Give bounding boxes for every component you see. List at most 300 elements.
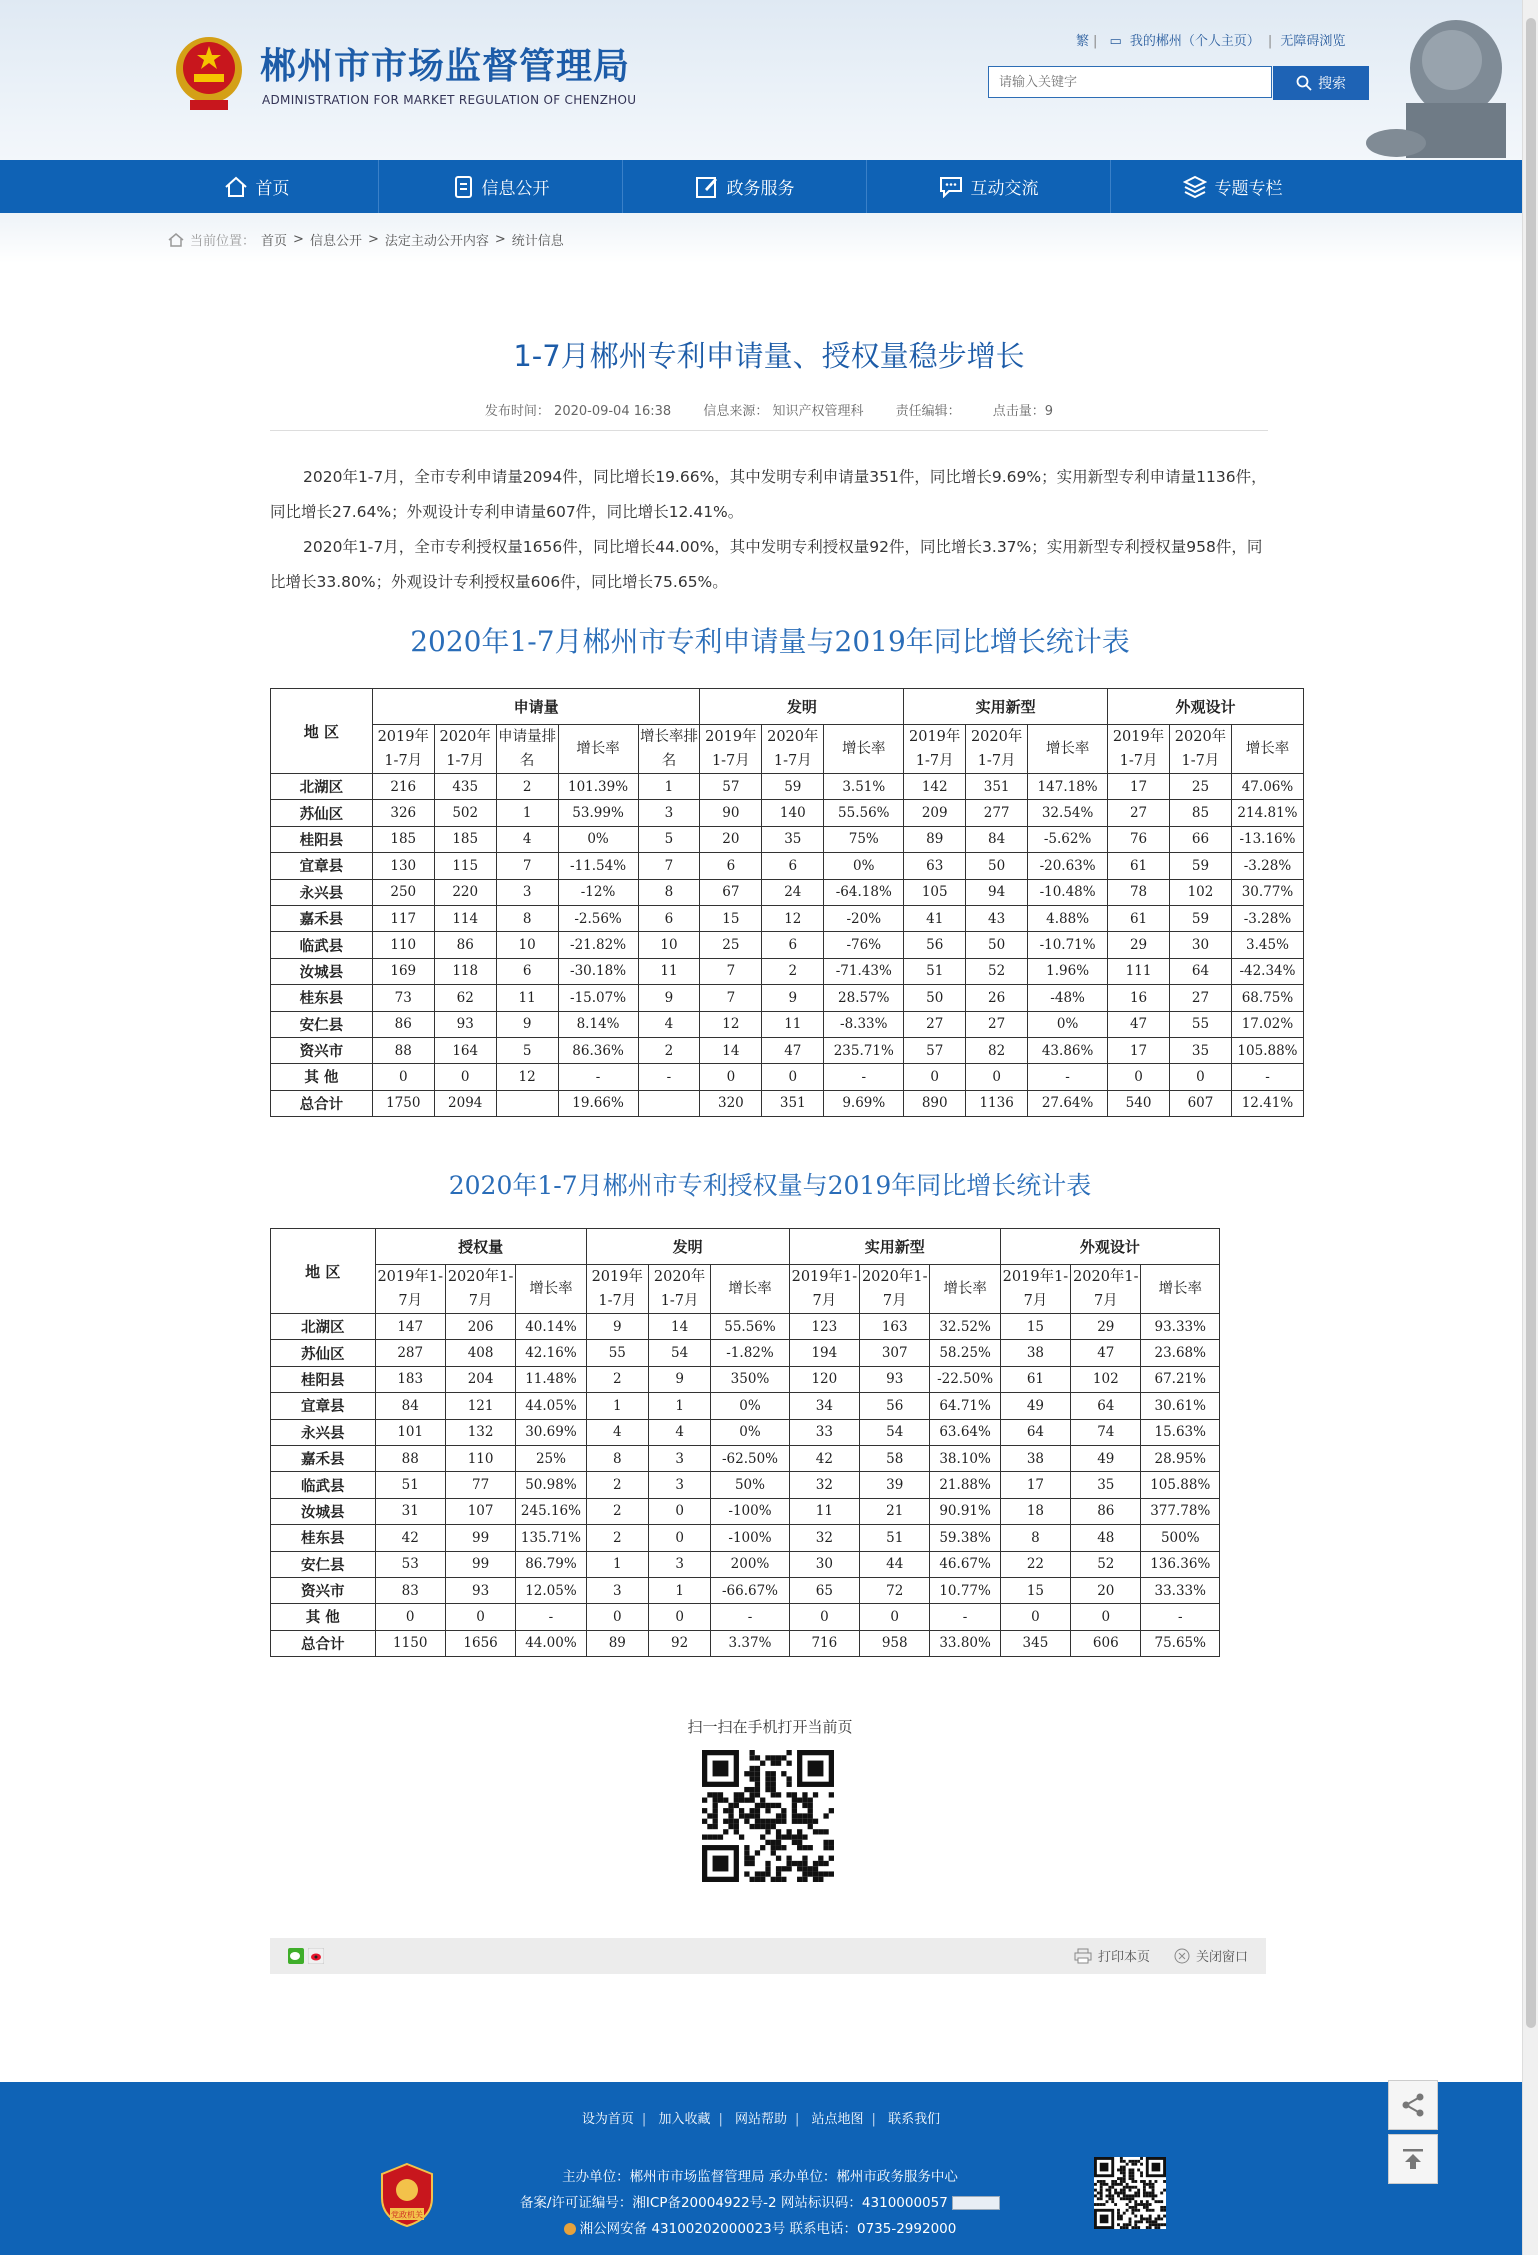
data-cell: -76%: [824, 932, 904, 958]
data-cell: 33.33%: [1141, 1577, 1220, 1603]
data-cell: 120: [789, 1366, 859, 1392]
data-cell: 77: [445, 1472, 515, 1498]
data-cell: 0: [434, 1064, 496, 1090]
edit-icon: [695, 175, 719, 199]
data-cell: 1136: [966, 1090, 1028, 1116]
data-cell: 19.66%: [558, 1090, 638, 1116]
data-cell: 0: [700, 1064, 762, 1090]
data-cell: 51: [375, 1472, 445, 1498]
data-cell: 0%: [711, 1393, 789, 1419]
region-cell: 临武县: [271, 932, 373, 958]
data-cell: 1: [496, 800, 558, 826]
data-cell: 307: [860, 1340, 930, 1366]
group-header: 外观设计: [1108, 689, 1304, 725]
data-cell: 3.45%: [1231, 932, 1303, 958]
table-row: [271, 879, 1304, 905]
column-header: 增长率: [1141, 1265, 1220, 1314]
region-cell: 总合计: [271, 1090, 373, 1116]
data-cell: 4: [586, 1419, 648, 1445]
data-cell: -10.71%: [1028, 932, 1108, 958]
data-cell: 47.06%: [1231, 774, 1303, 800]
data-cell: 0: [648, 1525, 710, 1551]
footer-links: 设为首页 | 加入收藏 | 网站帮助 | 站点地图 | 联系我们: [0, 2108, 1522, 2127]
data-cell: 2: [586, 1472, 648, 1498]
data-cell: 3: [648, 1445, 710, 1471]
data-cell: 136.36%: [1141, 1551, 1220, 1577]
data-cell: 86: [1071, 1498, 1141, 1524]
data-cell: 0: [966, 1064, 1028, 1090]
region-cell: 桂东县: [271, 985, 373, 1011]
data-cell: 206: [445, 1314, 515, 1340]
data-cell: 142: [904, 774, 966, 800]
data-cell: [496, 1090, 558, 1116]
data-cell: 250: [372, 879, 434, 905]
police-badge-icon: [564, 2223, 576, 2235]
editor: 责任编辑：: [895, 404, 961, 419]
data-cell: 15: [1000, 1577, 1070, 1603]
data-cell: 75.65%: [1141, 1630, 1220, 1656]
data-cell: 55: [1170, 1011, 1232, 1037]
main-nav: [0, 160, 1522, 213]
data-cell: 1: [648, 1577, 710, 1603]
data-cell: 345: [1000, 1630, 1070, 1656]
data-cell: 16: [1108, 985, 1170, 1011]
region-cell: 宜章县: [271, 1393, 376, 1419]
data-cell: 2: [586, 1366, 648, 1392]
group-header: 发明: [586, 1229, 789, 1265]
table-row: [271, 1498, 1220, 1524]
data-cell: 89: [904, 826, 966, 852]
data-cell: 0%: [711, 1419, 789, 1445]
data-cell: 85: [1170, 800, 1232, 826]
table-row: [271, 1630, 1220, 1656]
data-cell: 2: [638, 1037, 700, 1063]
data-cell: 606: [1071, 1630, 1141, 1656]
data-cell: 88: [372, 1037, 434, 1063]
data-cell: 29: [1108, 932, 1170, 958]
data-cell: 86.36%: [558, 1037, 638, 1063]
data-cell: 99: [445, 1525, 515, 1551]
table-row: [271, 1037, 1304, 1063]
site-title: 郴州市市场监督管理局: [260, 46, 631, 87]
footer-link-favorite[interactable]: 加入收藏: [658, 2112, 711, 2127]
data-cell: 55.56%: [824, 800, 904, 826]
data-cell: 147.18%: [1028, 774, 1108, 800]
data-cell: 56: [860, 1393, 930, 1419]
data-cell: 63.64%: [930, 1419, 1000, 1445]
data-cell: 86: [372, 1011, 434, 1037]
column-header: 2020年1-7月: [762, 725, 824, 774]
data-cell: 1656: [445, 1630, 515, 1656]
traditional-chinese-link[interactable]: 繁: [1076, 34, 1090, 49]
data-cell: 88: [375, 1445, 445, 1471]
data-cell: 1: [586, 1551, 648, 1577]
region-cell: 总合计: [271, 1630, 376, 1656]
data-cell: 135.71%: [516, 1525, 586, 1551]
data-cell: 0: [372, 1064, 434, 1090]
data-cell: 502: [434, 800, 496, 826]
data-cell: 32: [789, 1525, 859, 1551]
column-header: 增长率排名: [638, 725, 700, 774]
data-cell: 4.88%: [1028, 905, 1108, 931]
data-cell: 64: [1071, 1393, 1141, 1419]
breadcrumb-item[interactable]: 首页: [261, 234, 288, 249]
data-cell: 41: [904, 905, 966, 931]
data-cell: 20: [700, 826, 762, 852]
data-cell: 27: [1108, 800, 1170, 826]
data-cell: 11: [638, 958, 700, 984]
share-icon: [1400, 2092, 1426, 2118]
column-header: 2020年1-7月: [966, 725, 1028, 774]
search-input[interactable]: [988, 66, 1272, 98]
accessibility-link[interactable]: 无障碍浏览: [1280, 34, 1346, 49]
data-cell: 57: [700, 774, 762, 800]
data-cell: 34: [789, 1393, 859, 1419]
data-cell: 50%: [711, 1472, 789, 1498]
article-body: [270, 460, 1270, 600]
data-cell: 14: [700, 1037, 762, 1063]
data-cell: 9: [638, 985, 700, 1011]
home-icon: [224, 176, 248, 198]
data-cell: 27.64%: [1028, 1090, 1108, 1116]
my-chenzhou-link[interactable]: ▭ 我的郴州（个人主页）: [1102, 34, 1268, 49]
data-cell: 33: [789, 1419, 859, 1445]
data-cell: 50: [966, 853, 1028, 879]
data-cell: -: [1141, 1604, 1220, 1630]
weibo-icon[interactable]: [308, 1948, 324, 1964]
data-cell: 11.48%: [516, 1366, 586, 1392]
data-cell: 6: [762, 853, 824, 879]
printer-icon: [1074, 1948, 1092, 1964]
data-cell: -2.56%: [558, 905, 638, 931]
footer-link-contact[interactable]: 联系我们: [888, 2112, 941, 2127]
region-cell: 永兴县: [271, 879, 373, 905]
data-cell: 5: [638, 826, 700, 852]
table-row: [271, 1340, 1220, 1366]
data-cell: 130: [372, 853, 434, 879]
data-cell: 53.99%: [558, 800, 638, 826]
data-cell: -42.34%: [1231, 958, 1303, 984]
column-header: 申请量排名: [496, 725, 558, 774]
data-cell: 30: [1170, 932, 1232, 958]
region-cell: 汝城县: [271, 1498, 376, 1524]
breadcrumb: 当前位置： 首页 > 信息公开 > 法定主动公开内容 > 统计信息: [168, 230, 564, 249]
column-header: 增长率: [1028, 725, 1108, 774]
region-cell: 桂阳县: [271, 826, 373, 852]
data-cell: 59.38%: [930, 1525, 1000, 1551]
breadcrumb-item[interactable]: 统计信息: [511, 234, 564, 249]
region-cell: 临武县: [271, 1472, 376, 1498]
scrollbar-thumb[interactable]: [1526, 18, 1536, 2028]
data-cell: 52: [1071, 1551, 1141, 1577]
data-cell: 82: [966, 1037, 1028, 1063]
nav-home[interactable]: 首页: [135, 160, 379, 213]
wechat-icon[interactable]: [288, 1948, 304, 1964]
data-cell: 30: [789, 1551, 859, 1577]
top-links: 繁 | ▭ 我的郴州（个人主页） | 无障碍浏览: [1072, 30, 1349, 49]
data-cell: 0: [375, 1604, 445, 1630]
table-row: [271, 1419, 1220, 1445]
footer-icp: 备案/许可证编号：湘ICP备20004922号-2 网站标识码：4310000057: [500, 2190, 1020, 2216]
data-cell: -100%: [711, 1498, 789, 1524]
scrollbar[interactable]: [1522, 0, 1538, 2255]
data-cell: 140: [762, 800, 824, 826]
data-cell: 83: [375, 1577, 445, 1603]
data-cell: 66: [1170, 826, 1232, 852]
data-cell: 11: [762, 1011, 824, 1037]
data-cell: 38: [1000, 1445, 1070, 1471]
data-cell: 4: [638, 1011, 700, 1037]
data-cell: 540: [1108, 1090, 1170, 1116]
data-cell: 245.16%: [516, 1498, 586, 1524]
paragraph: 2020年1-7月，全市专利申请量2094件，同比增长19.66%，其中发明专利申请量351件，同比增长9.69%；实用新型专利申请量1136件，同比增长27.64%；外观设计专利申请量607件，同比增长12.41%。: [270, 468, 1267, 521]
data-cell: 132: [445, 1419, 515, 1445]
share-side-button[interactable]: [1388, 2080, 1438, 2130]
data-cell: -: [558, 1064, 638, 1090]
data-cell: 163: [860, 1314, 930, 1340]
data-cell: -66.67%: [711, 1577, 789, 1603]
data-cell: 0: [1108, 1064, 1170, 1090]
data-cell: 6: [700, 853, 762, 879]
data-cell: 0: [762, 1064, 824, 1090]
data-cell: 12: [496, 1064, 558, 1090]
region-cell: 资兴市: [271, 1577, 376, 1603]
data-cell: 9.69%: [824, 1090, 904, 1116]
data-cell: -12%: [558, 879, 638, 905]
column-header: 增长率: [558, 725, 638, 774]
search-button[interactable]: 搜索: [1273, 66, 1369, 100]
data-cell: 351: [762, 1090, 824, 1116]
data-cell: -: [1028, 1064, 1108, 1090]
region-cell: 资兴市: [271, 1037, 373, 1063]
column-header: 增长率: [1231, 725, 1303, 774]
data-cell: -: [516, 1604, 586, 1630]
data-cell: 57: [904, 1037, 966, 1063]
data-cell: 0: [1170, 1064, 1232, 1090]
data-cell: 235.71%: [824, 1037, 904, 1063]
breadcrumb-item[interactable]: 法定主动公开内容: [384, 234, 489, 249]
footer-link-help[interactable]: 网站帮助: [734, 2112, 787, 2127]
nav-gov-services[interactable]: 政务服务: [623, 160, 867, 213]
data-cell: 42.16%: [516, 1340, 586, 1366]
data-cell: 0: [648, 1498, 710, 1524]
region-cell: 安仁县: [271, 1551, 376, 1577]
data-cell: 93: [860, 1366, 930, 1392]
data-cell: -8.33%: [824, 1011, 904, 1037]
column-header: 2019年1-7月: [1000, 1265, 1070, 1314]
data-cell: 169: [372, 958, 434, 984]
data-cell: 0: [648, 1604, 710, 1630]
data-cell: 94: [966, 879, 1028, 905]
site-footer: [0, 2082, 1522, 2255]
data-cell: -3.28%: [1231, 853, 1303, 879]
data-cell: 50.98%: [516, 1472, 586, 1498]
back-to-top-button[interactable]: [1388, 2134, 1438, 2184]
data-cell: 17.02%: [1231, 1011, 1303, 1037]
column-header: 增长率: [930, 1265, 1000, 1314]
data-cell: 194: [789, 1340, 859, 1366]
data-cell: 12.41%: [1231, 1090, 1303, 1116]
data-cell: 42: [789, 1445, 859, 1471]
data-cell: 44.00%: [516, 1630, 586, 1656]
party-gov-badge-icon[interactable]: [380, 2162, 434, 2228]
qr-caption: 扫一扫在手机打开当前页: [687, 1718, 853, 1736]
group-header: 外观设计: [1000, 1229, 1219, 1265]
data-cell: 183: [375, 1366, 445, 1392]
data-cell: 11: [789, 1498, 859, 1524]
breadcrumb-item[interactable]: 信息公开: [309, 234, 362, 249]
table2-title: 2020年1-7月郴州市专利授权量与2019年同比增长统计表: [448, 1171, 1092, 1200]
data-cell: 408: [445, 1340, 515, 1366]
data-cell: 1: [586, 1393, 648, 1419]
data-cell: 26: [966, 985, 1028, 1011]
column-header: 2019年1-7月: [375, 1265, 445, 1314]
data-cell: 17: [1000, 1472, 1070, 1498]
region-cell: 永兴县: [271, 1419, 376, 1445]
data-cell: 121: [445, 1393, 515, 1419]
data-cell: 58: [860, 1445, 930, 1471]
data-cell: 4: [496, 826, 558, 852]
data-cell: 3: [638, 800, 700, 826]
data-cell: 89: [586, 1630, 648, 1656]
data-cell: 0%: [1028, 1011, 1108, 1037]
column-header: 2020年1-7月: [434, 725, 496, 774]
data-cell: 102: [1170, 879, 1232, 905]
region-cell: 嘉禾县: [271, 1445, 376, 1471]
table-row: [271, 905, 1304, 931]
data-cell: 53: [375, 1551, 445, 1577]
data-cell: 47: [1071, 1340, 1141, 1366]
data-cell: 15: [700, 905, 762, 931]
data-cell: 65: [789, 1577, 859, 1603]
data-cell: -: [638, 1064, 700, 1090]
data-cell: 32.54%: [1028, 800, 1108, 826]
data-cell: 55.56%: [711, 1314, 789, 1340]
data-cell: 47: [1108, 1011, 1170, 1037]
data-cell: 3.37%: [711, 1630, 789, 1656]
data-cell: 43.86%: [1028, 1037, 1108, 1063]
data-cell: 1750: [372, 1090, 434, 1116]
column-header: 2019年1-7月: [789, 1265, 859, 1314]
data-cell: 102: [1071, 1366, 1141, 1392]
data-cell: 10: [638, 932, 700, 958]
article-meta: [270, 400, 1268, 419]
data-cell: 76: [1108, 826, 1170, 852]
data-cell: 22: [1000, 1551, 1070, 1577]
data-cell: 185: [434, 826, 496, 852]
data-cell: 890: [904, 1090, 966, 1116]
data-cell: 14: [648, 1314, 710, 1340]
data-cell: 46.67%: [930, 1551, 1000, 1577]
data-cell: 435: [434, 774, 496, 800]
data-cell: -13.16%: [1231, 826, 1303, 852]
data-cell: 7: [638, 853, 700, 879]
data-cell: -1.82%: [711, 1340, 789, 1366]
data-cell: 64: [1000, 1419, 1070, 1445]
group-header: 发明: [700, 689, 904, 725]
data-cell: 105.88%: [1141, 1472, 1220, 1498]
data-cell: 93: [445, 1577, 515, 1603]
search-bar: [988, 66, 1368, 100]
data-cell: 32: [789, 1472, 859, 1498]
data-cell: -62.50%: [711, 1445, 789, 1471]
site-header: [0, 0, 1522, 160]
close-window-button[interactable]: 关闭窗口: [1174, 1946, 1248, 1965]
region-cell: 北湖区: [271, 774, 373, 800]
region-cell: 桂阳县: [271, 1366, 376, 1392]
data-cell: 0: [904, 1064, 966, 1090]
region-header: 地 区: [271, 689, 373, 774]
data-cell: 59: [1170, 905, 1232, 931]
data-cell: -21.82%: [558, 932, 638, 958]
data-cell: 28.95%: [1141, 1445, 1220, 1471]
info-source: 信息来源： 知识产权管理科: [703, 404, 864, 419]
article-title: 1-7月郴州专利申请量、授权量稳步增长: [513, 339, 1025, 373]
data-cell: 3: [648, 1472, 710, 1498]
data-cell: 2: [586, 1525, 648, 1551]
data-cell: 75%: [824, 826, 904, 852]
nav-interaction[interactable]: 互动交流: [867, 160, 1111, 213]
data-cell: 9: [762, 985, 824, 1011]
cnzz-icon[interactable]: [952, 2196, 1000, 2210]
data-cell: 7: [700, 958, 762, 984]
data-cell: 2: [496, 774, 558, 800]
data-cell: 25: [1170, 774, 1232, 800]
data-cell: 118: [434, 958, 496, 984]
nav-info-disclosure[interactable]: 信息公开: [379, 160, 623, 213]
data-cell: 2: [586, 1498, 648, 1524]
print-button[interactable]: 打印本页: [1074, 1946, 1150, 1965]
region-cell: 苏仙区: [271, 1340, 376, 1366]
data-cell: 51: [860, 1525, 930, 1551]
data-cell: 7: [496, 853, 558, 879]
data-cell: 0: [445, 1604, 515, 1630]
region-cell: 汝城县: [271, 958, 373, 984]
data-cell: 62: [434, 985, 496, 1011]
data-cell: 0: [860, 1604, 930, 1630]
data-cell: -64.18%: [824, 879, 904, 905]
data-cell: 209: [904, 800, 966, 826]
data-cell: 24: [762, 879, 824, 905]
data-cell: 12: [700, 1011, 762, 1037]
data-cell: -10.48%: [1028, 879, 1108, 905]
footer-security: 湘公网安备 43100202000023号 联系电话：0735-2992000: [500, 2216, 1020, 2242]
data-cell: 10: [496, 932, 558, 958]
data-cell: -15.07%: [558, 985, 638, 1011]
nav-special-topics[interactable]: 专题专栏: [1111, 160, 1354, 213]
region-header: 地 区: [271, 1229, 376, 1314]
data-cell: 147: [375, 1314, 445, 1340]
footer-link-set-home[interactable]: 设为首页: [581, 2112, 634, 2127]
data-cell: -48%: [1028, 985, 1108, 1011]
data-cell: -5.62%: [1028, 826, 1108, 852]
data-cell: 38.10%: [930, 1445, 1000, 1471]
data-cell: -20.63%: [1028, 853, 1108, 879]
data-cell: -3.28%: [1231, 905, 1303, 931]
data-cell: -100%: [711, 1525, 789, 1551]
patent-application-table: [270, 688, 1304, 1117]
column-header: 增长率: [516, 1265, 586, 1314]
data-cell: [638, 1090, 700, 1116]
data-cell: 6: [638, 905, 700, 931]
patent-grant-table: [270, 1228, 1220, 1657]
data-cell: -20%: [824, 905, 904, 931]
table-row: [271, 800, 1304, 826]
footer-link-sitemap[interactable]: 站点地图: [811, 2112, 864, 2127]
column-header: 2020年1-7月: [1170, 725, 1232, 774]
data-cell: -11.54%: [558, 853, 638, 879]
data-cell: 68.75%: [1231, 985, 1303, 1011]
